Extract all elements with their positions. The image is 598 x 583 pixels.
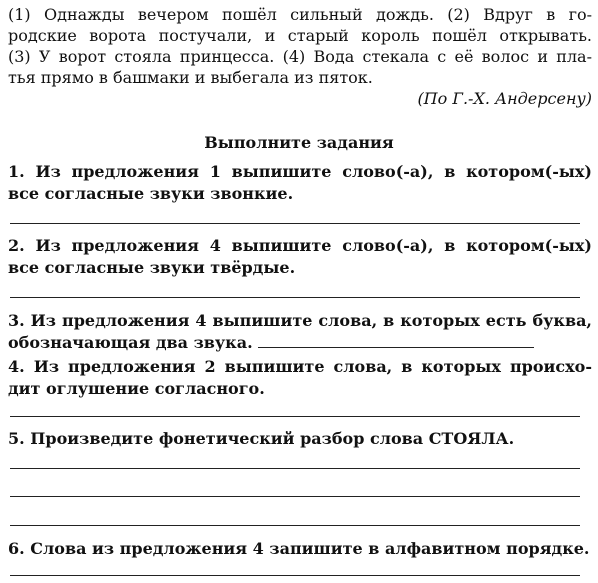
task-1-line-2: все согласные звуки звонкие. bbox=[8, 184, 294, 203]
answer-line-task-2[interactable] bbox=[10, 297, 580, 298]
task-6 bbox=[8, 538, 592, 560]
passage-line: тья прямо в башмаки и выбегала из пяток. bbox=[8, 68, 373, 87]
answer-line-task-3[interactable] bbox=[258, 333, 534, 348]
passage-line: (1) Однажды вечером пошёл сильный дождь. (2) Вдруг в го- bbox=[8, 5, 592, 24]
task-2-line-2: все согласные звуки твёрдые. bbox=[8, 258, 296, 277]
task-3-line-2: обозначающая два звука. bbox=[8, 333, 253, 352]
task-2 bbox=[8, 235, 592, 279]
task-2-line-1: 2. Из предложения 4 выпишите слово(-а), в котором(-ых) bbox=[8, 236, 592, 255]
section-heading: Выполните задания bbox=[204, 133, 394, 152]
task-3-line-2-wrap bbox=[8, 332, 592, 354]
passage-line: (3) У ворот стояла принцесса. (4) Вода стекала с её волос и пла- bbox=[8, 47, 592, 66]
task-3-line-1: 3. Из предложения 4 выпишите слова, в которых есть буква, bbox=[8, 311, 592, 330]
task-4-line-2: дит оглушение согласного. bbox=[8, 379, 265, 398]
task-3 bbox=[8, 310, 592, 354]
answer-line-task-5[interactable] bbox=[10, 525, 580, 526]
task-4-line-1: 4. Из предложения 2 выпишите слова, в которых происхо- bbox=[8, 357, 592, 376]
answer-line-task-1[interactable] bbox=[10, 223, 580, 224]
answer-line-task-5[interactable] bbox=[10, 468, 580, 469]
task-1-line-1: 1. Из предложения 1 выпишите слово(-а), в котором(-ых) bbox=[8, 162, 592, 181]
task-5 bbox=[8, 428, 592, 450]
task-1 bbox=[8, 161, 592, 205]
answer-line-task-4[interactable] bbox=[10, 416, 580, 417]
task-4 bbox=[8, 356, 592, 400]
answer-line-task-6[interactable] bbox=[10, 575, 580, 576]
task-5-line-1: 5. Произведите фонетический разбор слова СТОЯЛА. bbox=[8, 429, 515, 448]
task-6-line-1: 6. Слова из предложения 4 запишите в алфавитном порядке. bbox=[8, 539, 590, 558]
passage-source: (По Г.-Х. Андерсену) bbox=[417, 89, 592, 108]
answer-line-task-5[interactable] bbox=[10, 496, 580, 497]
passage-line: родские ворота постучали, и старый король пошёл открывать. bbox=[8, 26, 592, 45]
